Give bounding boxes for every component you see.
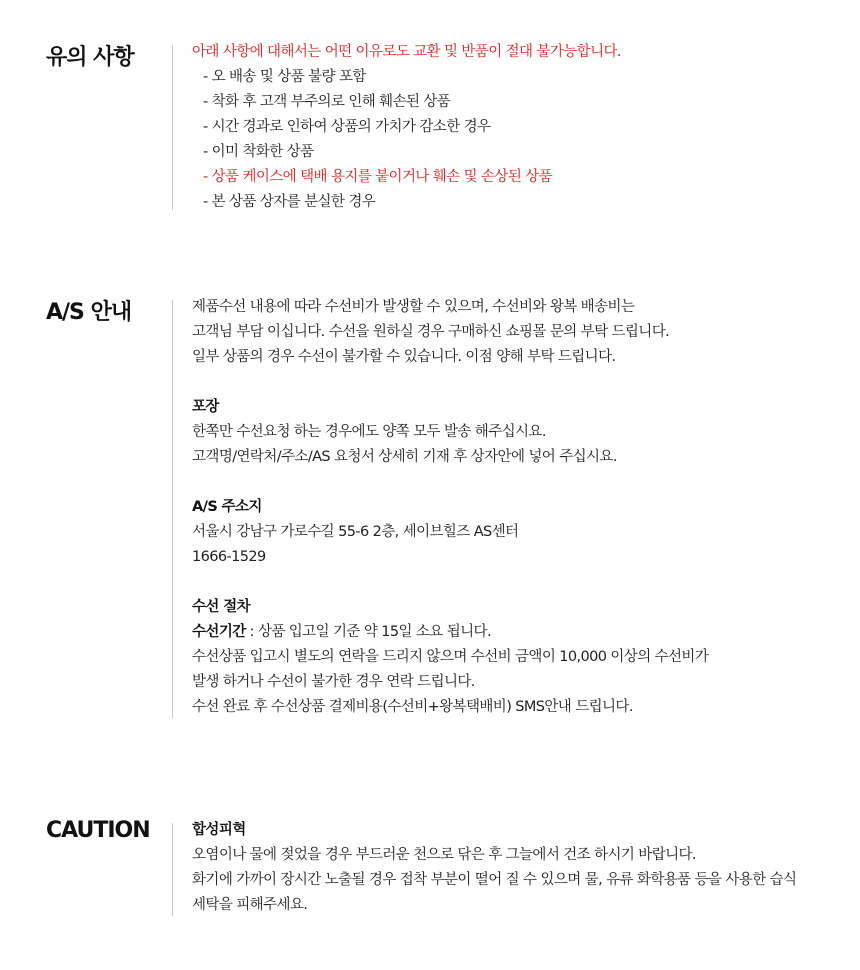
procedure-period-label: 수선기간 [192,624,246,640]
caution-title: 합성피혁 [192,822,246,838]
notice-item: - 이미 착화한 상품 [203,144,314,160]
procedure-title: 수선 절차 [192,599,251,615]
notice-intro: 아래 사항에 대해서는 어떤 이유로도 교환 및 반품이 절대 불가능합니다. [192,44,621,60]
as-intro-line: 고객님 부담 이십니다. 수선을 원하실 경우 구매하신 쇼핑몰 문의 부탁 드립니다. [192,324,670,340]
address-title: A/S 주소지 [192,499,262,515]
as-intro-line: 제품수선 내용에 따라 수선비가 발생할 수 있으며, 수선비와 왕복 배송비는 [192,299,635,315]
as-intro-line: 일부 상품의 경우 수선이 불가할 수 있습니다. 이점 양해 부탁 드립니다. [192,349,616,365]
notice-heading: 유의 사항 [46,45,134,70]
caution-body [192,818,832,918]
procedure-line: 수선 완료 후 수선상품 결제비용(수선비+왕복택배비) SMS안내 드립니다. [192,699,633,715]
as-heading: A/S 안내 [46,300,132,325]
notice-item-highlight: - 상품 케이스에 택배 용지를 붙이거나 훼손 및 손상된 상품 [203,169,553,185]
as-divider [172,300,173,718]
address-line: 서울시 강남구 가로수길 55-6 2층, 세이브힐즈 AS센터 [192,524,519,540]
procedure-period-text: : 상품 입고일 기준 약 15일 소요 됩니다. [245,624,491,640]
caution-section [0,818,860,918]
caution-line: 오염이나 물에 젖었을 경우 부드러운 천으로 닦은 후 그늘에서 건조 하시기 바랍니다. [192,847,696,863]
packing-line: 고객명/연락처/주소/AS 요청서 상세히 기재 후 상자안에 넣어 주십시요. [192,449,617,465]
phone-number: 1666-1529 [192,549,266,565]
caution-heading: CAUTION [46,818,150,843]
notice-item: - 본 상품 상자를 분실한 경우 [203,194,376,210]
procedure-period [192,620,832,645]
caution-line: 화기에 가까이 장시간 노출될 경우 접착 부분이 떨어 질 수 있으며 물, 유류 화학용품 등을 사용한 습식 [192,872,797,888]
notice-body [192,40,832,215]
packing-title: 포장 [192,399,219,415]
procedure-line: 발생 하거나 수선이 불가한 경우 연락 드립니다. [192,674,475,690]
notice-item: - 시간 경과로 인하여 상품의 가치가 감소한 경우 [203,119,491,135]
notice-item: - 착화 후 고객 부주의로 인해 훼손된 상품 [203,94,451,110]
caution-line: 세탁을 피해주세요. [192,897,308,913]
as-body [192,295,832,720]
packing-line: 한쪽만 수선요청 하는 경우에도 양쪽 모두 발송 해주십시요. [192,424,546,440]
notice-item: - 오 배송 및 상품 불량 포함 [203,69,366,85]
procedure-line: 수선상품 입고시 별도의 연락을 드리지 않으며 수선비 금액이 10,000 이상의 수선비가 [192,649,709,665]
notice-divider [172,45,173,210]
caution-divider [172,823,173,916]
as-section [0,295,860,725]
notice-section [0,40,860,215]
